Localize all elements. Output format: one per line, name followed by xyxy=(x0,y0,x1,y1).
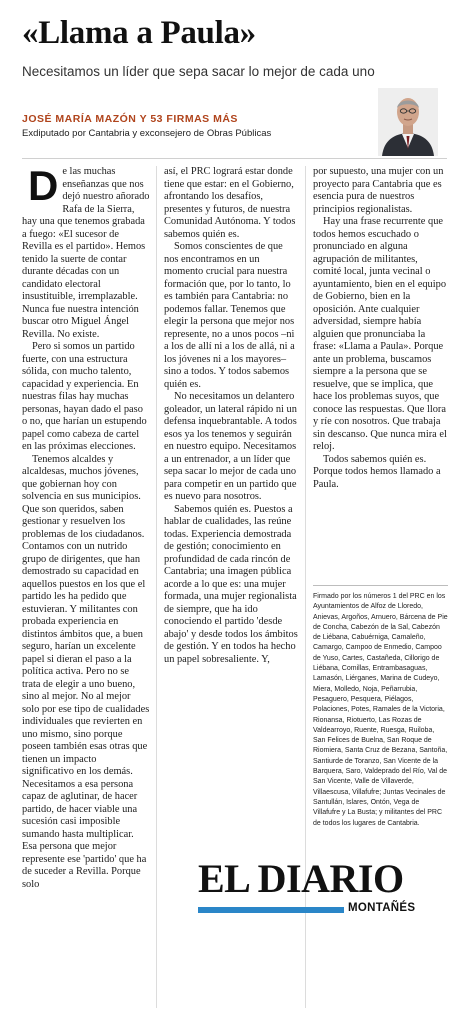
article-column-1 xyxy=(22,166,150,1008)
author-portrait xyxy=(378,88,438,156)
paragraph: Pero si somos un partido fuerte, con una estructura sólida, con mucho talento, capacidad y experiencia. En nuestras filas hay muchas personas, hayan dado el paso o no, que harían un estupendo papel como cabeza de cartel en las próximas elecciones. xyxy=(22,341,147,452)
byline-name: JOSÉ MARÍA MAZÓN Y 53 FIRMAS MÁS xyxy=(22,113,238,125)
paragraph: por supuesto, una mujer con un proyecto para Cantabria que es esencia pura de nuestros principios regionalistas. xyxy=(313,166,444,215)
paragraph: No necesitamos un delantero goleador, un lateral rápido ni un defensa inquebrantable. A todos esos ya los tenemos y seguirán en nuestro equipo. Necesitamos a un entrenador, a un líder que sepa sacar lo mejor de cada uno para competir en un partido que es nuevo para nosotros. xyxy=(164,391,297,502)
newspaper-logo xyxy=(198,856,416,928)
footnote-divider xyxy=(313,585,448,586)
logo-name: EL DIARIO xyxy=(198,856,404,901)
column-divider xyxy=(156,166,157,1008)
paragraph: Todos sabemos quién es. Porque todos hemos llamado a Paula. xyxy=(313,453,441,490)
header-divider xyxy=(22,158,447,159)
paragraph: así, el PRC logrará estar donde tiene que estar: en el Gobierno, afrontando los desafíos, presentes y futuros, de nuestra Comunidad Autónoma. Y todos sabemos quién es. xyxy=(164,166,296,240)
drop-cap: D xyxy=(28,166,59,209)
article-subhead: Necesitamos un líder que sepa sacar lo mejor de cada uno xyxy=(22,64,375,79)
paragraph: e las muchas enseñanzas que nos dejó nuestro añorado Rafa de la Sierra, hay una que tenemos grabada a fuego: «El sucesor de Revilla es el partido». Hemos tenido la suerte de contar durante décadas con un candidato electoral insustituible, irremplazable. Nunca fue nuestra intención buscar otro Miguel Ángel Revilla. No existe. xyxy=(22,166,150,340)
author-portrait-graphic xyxy=(378,88,438,156)
paragraph: Sabemos quién es. Puestos a hablar de cualidades, las reúne todas. Experiencia demostrada de gestión; conocimiento en profundidad de cada rincón de Cantabria; una imagen pública acorde a lo que es: una mujer formada, una mujer regionalista de siempre, que ha ido conociendo el partido 'desde abajo' y desde todos los ámbitos de gestión. Y en todos ha hecho un papel sobresaliente. Y, xyxy=(164,503,298,665)
article-column-3 xyxy=(313,166,448,566)
paragraph: Somos conscientes de que nos encontramos en un momento crucial para nuestra formación que, por lo tanto, lo es también para Cantabria: no podemos fallar. Tenemos que elegir la persona que mejor nos represente, no a unos pocos –ni a los de allí ni a los de allá, ni a los jóvenes ni a los mayores– sino a todos. Y todos sabemos quién es. xyxy=(164,241,295,390)
byline-role: Exdiputado por Cantabria y exconsejero de Obras Públicas xyxy=(22,128,272,139)
logo-subname: MONTAÑÉS xyxy=(348,902,416,914)
signatories-footnote: Firmado por los números 1 del PRC en los Ayuntamientos de Alfoz de Lloredo, Anievas, Argoños, Arnuero, Bárcena de Pie de Concha, Cabezón de la Sal, Cabezón de Liébana, Cabuérniga, Camaleño, Camargo, Campoo de Enmedio, Campoo de Yuso, Cartes, Castañeda, Cillorigo de Liébana, Comillas, Entrambasaguas, Lamasón, Liérganes, Marina de Cudeyo, Miera, Molledo, Noja, Peñarrubia, Pesaguero, Pesquera, Piélagos, Polaciones, Potes, Ramales de la Victoria, Rionansa, Riotuerto, Las Rozas de Valdearroyo, Ruente, Ruesga, Ruiloba, San Felices de Buelna, San Roque de Riomiera, Santa Cruz de Bezana, Santoña, Santiurde de Toranzo, San Vicente de la Barquera, Saro, Valdeprado del Río, Val de San Vicente, Valle de Villaverde, Villaescusa, Villafufre; Juntas Vecinales de Santullán, Islares, Ontón, Vega de Villafufre y La Busta; y militantes del PRC de todos los lugares de Cantabria. xyxy=(313,593,448,827)
paragraph: Tenemos alcaldes y alcaldesas, muchos jóvenes, que gobiernan hoy con solvencia en sus municipios. Que son queridos, saben gestionar y resuelven los problemas de los ciudadanos. Contamos con un nutrido grupo de dirigentes, que han demostrado su capacidad en aquellos puestos en los que el partido les ha pedido que estuvieran. Y militantes con probada experiencia en distintos ámbitos que, a buen seguro, harían un excelente papel si dieran el paso a la política activa. Pero no se trata de elegir a uno bueno, sino al mejor. No al mejor solo por ese tipo de cualidades individuales que revierten en uno mismo, sino porque poseen también esas otras que tienen un impacto significativo en los demás. Necesitamos a esa persona capaz de aglutinar, de hacer partido, de hacer viable una sucesión casi imposible sumando hasta multiplicar. Esa persona que mejor represente ese 'partido' que ha de suceder a Revilla. Porque solo xyxy=(22,453,150,890)
article-column-2 xyxy=(164,166,299,846)
article-headline: «Llama a Paula» xyxy=(22,15,256,51)
logo-accent-bar xyxy=(198,907,344,913)
paragraph: Hay una frase recurrente que todos hemos escuchado o pronunciado en alguna agrupación de militantes, comité local, junta vecinal o ayuntamiento, bien en el equipo de Gobierno, bien en la oposición. Ante cualquier adversidad, siempre había alguien que pronunciaba la frase: «Llama a Paula». Porque ante un problema, buscamos siempre a la persona que se resuelve, que se implica, que hace los problemas suyos, que conoce las respuestas. Que llora y ríe con nosotros. Que trabaja sin descanso. Que nunca mira el reloj. xyxy=(313,216,447,452)
